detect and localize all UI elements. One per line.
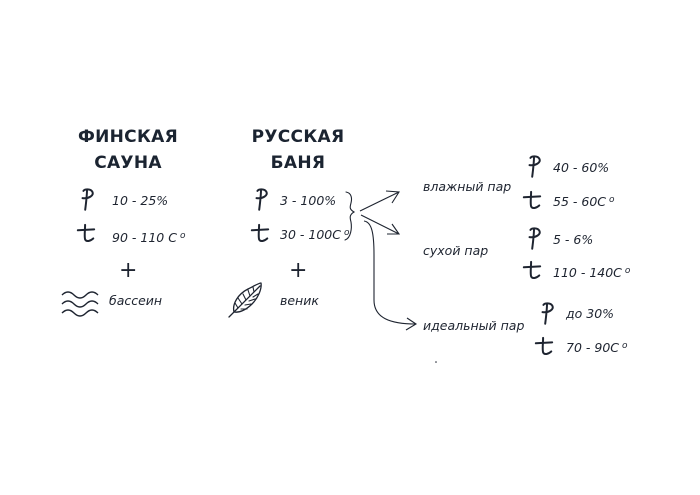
- russian-temperature: 30 - 100С $^o$: [280, 227, 350, 242]
- finnish-extra-label: бассеин: [109, 293, 163, 308]
- humidity-p-icon: [525, 225, 543, 251]
- arrow-to-dry-steam: [361, 215, 399, 234]
- arrow-to-ideal-steam: [364, 221, 416, 324]
- russian-extra-label: веник: [280, 293, 319, 308]
- finnish-title-line2: САУНА: [94, 153, 162, 173]
- finnish-plus: +: [119, 258, 138, 283]
- ideal-steam-humidity: до 30%: [566, 306, 615, 321]
- temperature-t-icon: [532, 336, 556, 356]
- steam-label-ideal: идеальный пар: [423, 318, 525, 333]
- russian-title-line1: РУССКАЯ: [251, 127, 345, 147]
- finnish-humidity: 10 - 25%: [112, 193, 169, 208]
- brace: [345, 192, 354, 240]
- russian-humidity: 3 - 100%: [280, 193, 337, 208]
- dry-steam-temperature: 110 - 140С $^o$: [553, 265, 631, 280]
- dry-steam-humidity: 5 - 6%: [553, 232, 594, 247]
- temperature-t-icon: [520, 190, 544, 210]
- russian-plus: +: [289, 258, 308, 283]
- steam-label-humid: влажный пар: [423, 179, 512, 194]
- humid-steam-humidity: 40 - 60%: [553, 160, 610, 175]
- steam-label-dry: сухой пар: [423, 243, 489, 258]
- stray-dot: [435, 361, 437, 363]
- humidity-p-icon: [525, 153, 543, 179]
- temperature-t-icon: [520, 260, 544, 280]
- ideal-steam-temperature: 70 - 90С $^o$: [566, 340, 628, 355]
- russian-title-line2: БАНЯ: [270, 153, 326, 173]
- humidity-p-icon: [538, 300, 556, 326]
- humid-steam-temperature: 55 - 60С $^o$: [553, 194, 615, 209]
- finnish-temperature: 90 - 110 С $^o$: [112, 230, 186, 245]
- finnish-title-line1: ФИНСКАЯ: [77, 127, 179, 147]
